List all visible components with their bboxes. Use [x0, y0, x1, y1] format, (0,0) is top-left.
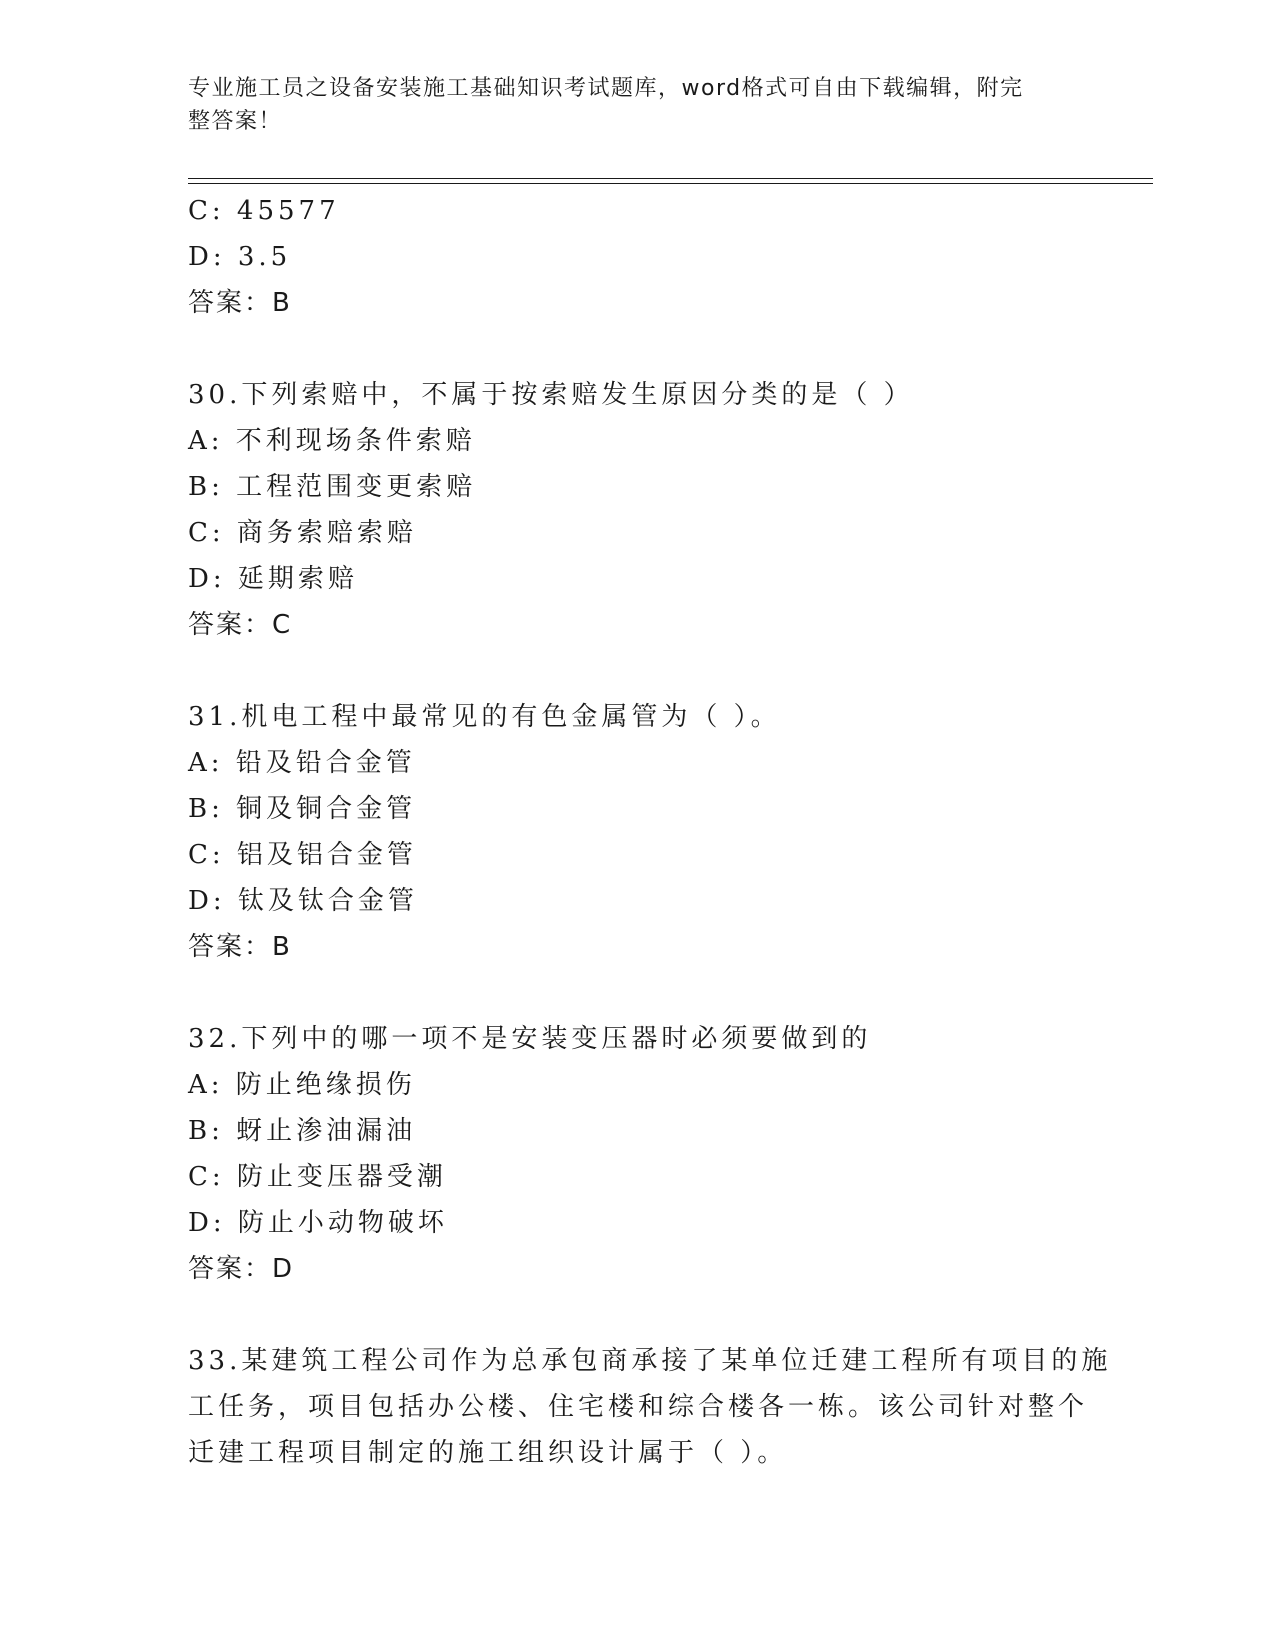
- question-text-line-2: 工任务，项目包括办公楼、住宅楼和综合楼各一栋。该公司针对整个: [188, 1392, 1089, 1422]
- question-text-line-1: 33.某建筑工程公司作为总承包商承接了某单位迁建工程所有项目的施: [188, 1346, 1112, 1376]
- option-c: C: 商务索赔索赔: [188, 518, 417, 548]
- spacer: [188, 648, 1153, 694]
- question-block-31: [188, 694, 1153, 970]
- header-divider-bottom: [188, 183, 1153, 184]
- question-text-line-3: 迁建工程项目制定的施工组织设计属于（ ）。: [188, 1438, 788, 1468]
- spacer: [188, 326, 1153, 372]
- option-a: A: 铅及铅合金管: [188, 748, 416, 778]
- question-block-33: [188, 1338, 1153, 1476]
- document-header: [188, 72, 1068, 138]
- answer-line: 答案：B: [188, 932, 292, 962]
- option-b: B: 工程范围变更索赔: [188, 472, 477, 502]
- header-divider-top: [188, 178, 1153, 179]
- option-b: B: 蚜止渗油漏油: [188, 1116, 417, 1146]
- answer-line: 答案：C: [188, 610, 293, 640]
- question-text: 31.机电工程中最常见的有色金属管为（ ）。: [188, 702, 781, 732]
- spacer: [188, 1292, 1153, 1338]
- question-text: 30.下列索赔中，不属于按索赔发生原因分类的是（ ）: [188, 380, 914, 410]
- option-c: C: 45577: [188, 196, 340, 226]
- option-d: D: 延期索赔: [188, 564, 358, 594]
- question-block-previous: [188, 188, 1153, 326]
- document-body: [188, 188, 1153, 1476]
- option-c: C: 铝及铝合金管: [188, 840, 417, 870]
- option-a: A: 防止绝缘损伤: [188, 1070, 416, 1100]
- option-a: A: 不利现场条件索赔: [188, 426, 476, 456]
- question-block-32: [188, 1016, 1153, 1292]
- answer-line: 答案：D: [188, 1254, 295, 1284]
- header-line-1: 专业施工员之设备安装施工基础知识考试题库，word格式可自由下载编辑，附完: [188, 76, 1024, 101]
- header-line-2: 整答案！: [188, 109, 283, 134]
- answer-line: 答案：B: [188, 288, 292, 318]
- option-d: D: 3.5: [188, 242, 292, 272]
- option-d: D: 钛及钛合金管: [188, 886, 418, 916]
- option-d: D: 防止小动物破坏: [188, 1208, 448, 1238]
- option-b: B: 铜及铜合金管: [188, 794, 417, 824]
- spacer: [188, 970, 1153, 1016]
- question-text: 32.下列中的哪一项不是安装变压器时必须要做到的: [188, 1024, 872, 1054]
- question-block-30: [188, 372, 1153, 648]
- option-c: C: 防止变压器受潮: [188, 1162, 447, 1192]
